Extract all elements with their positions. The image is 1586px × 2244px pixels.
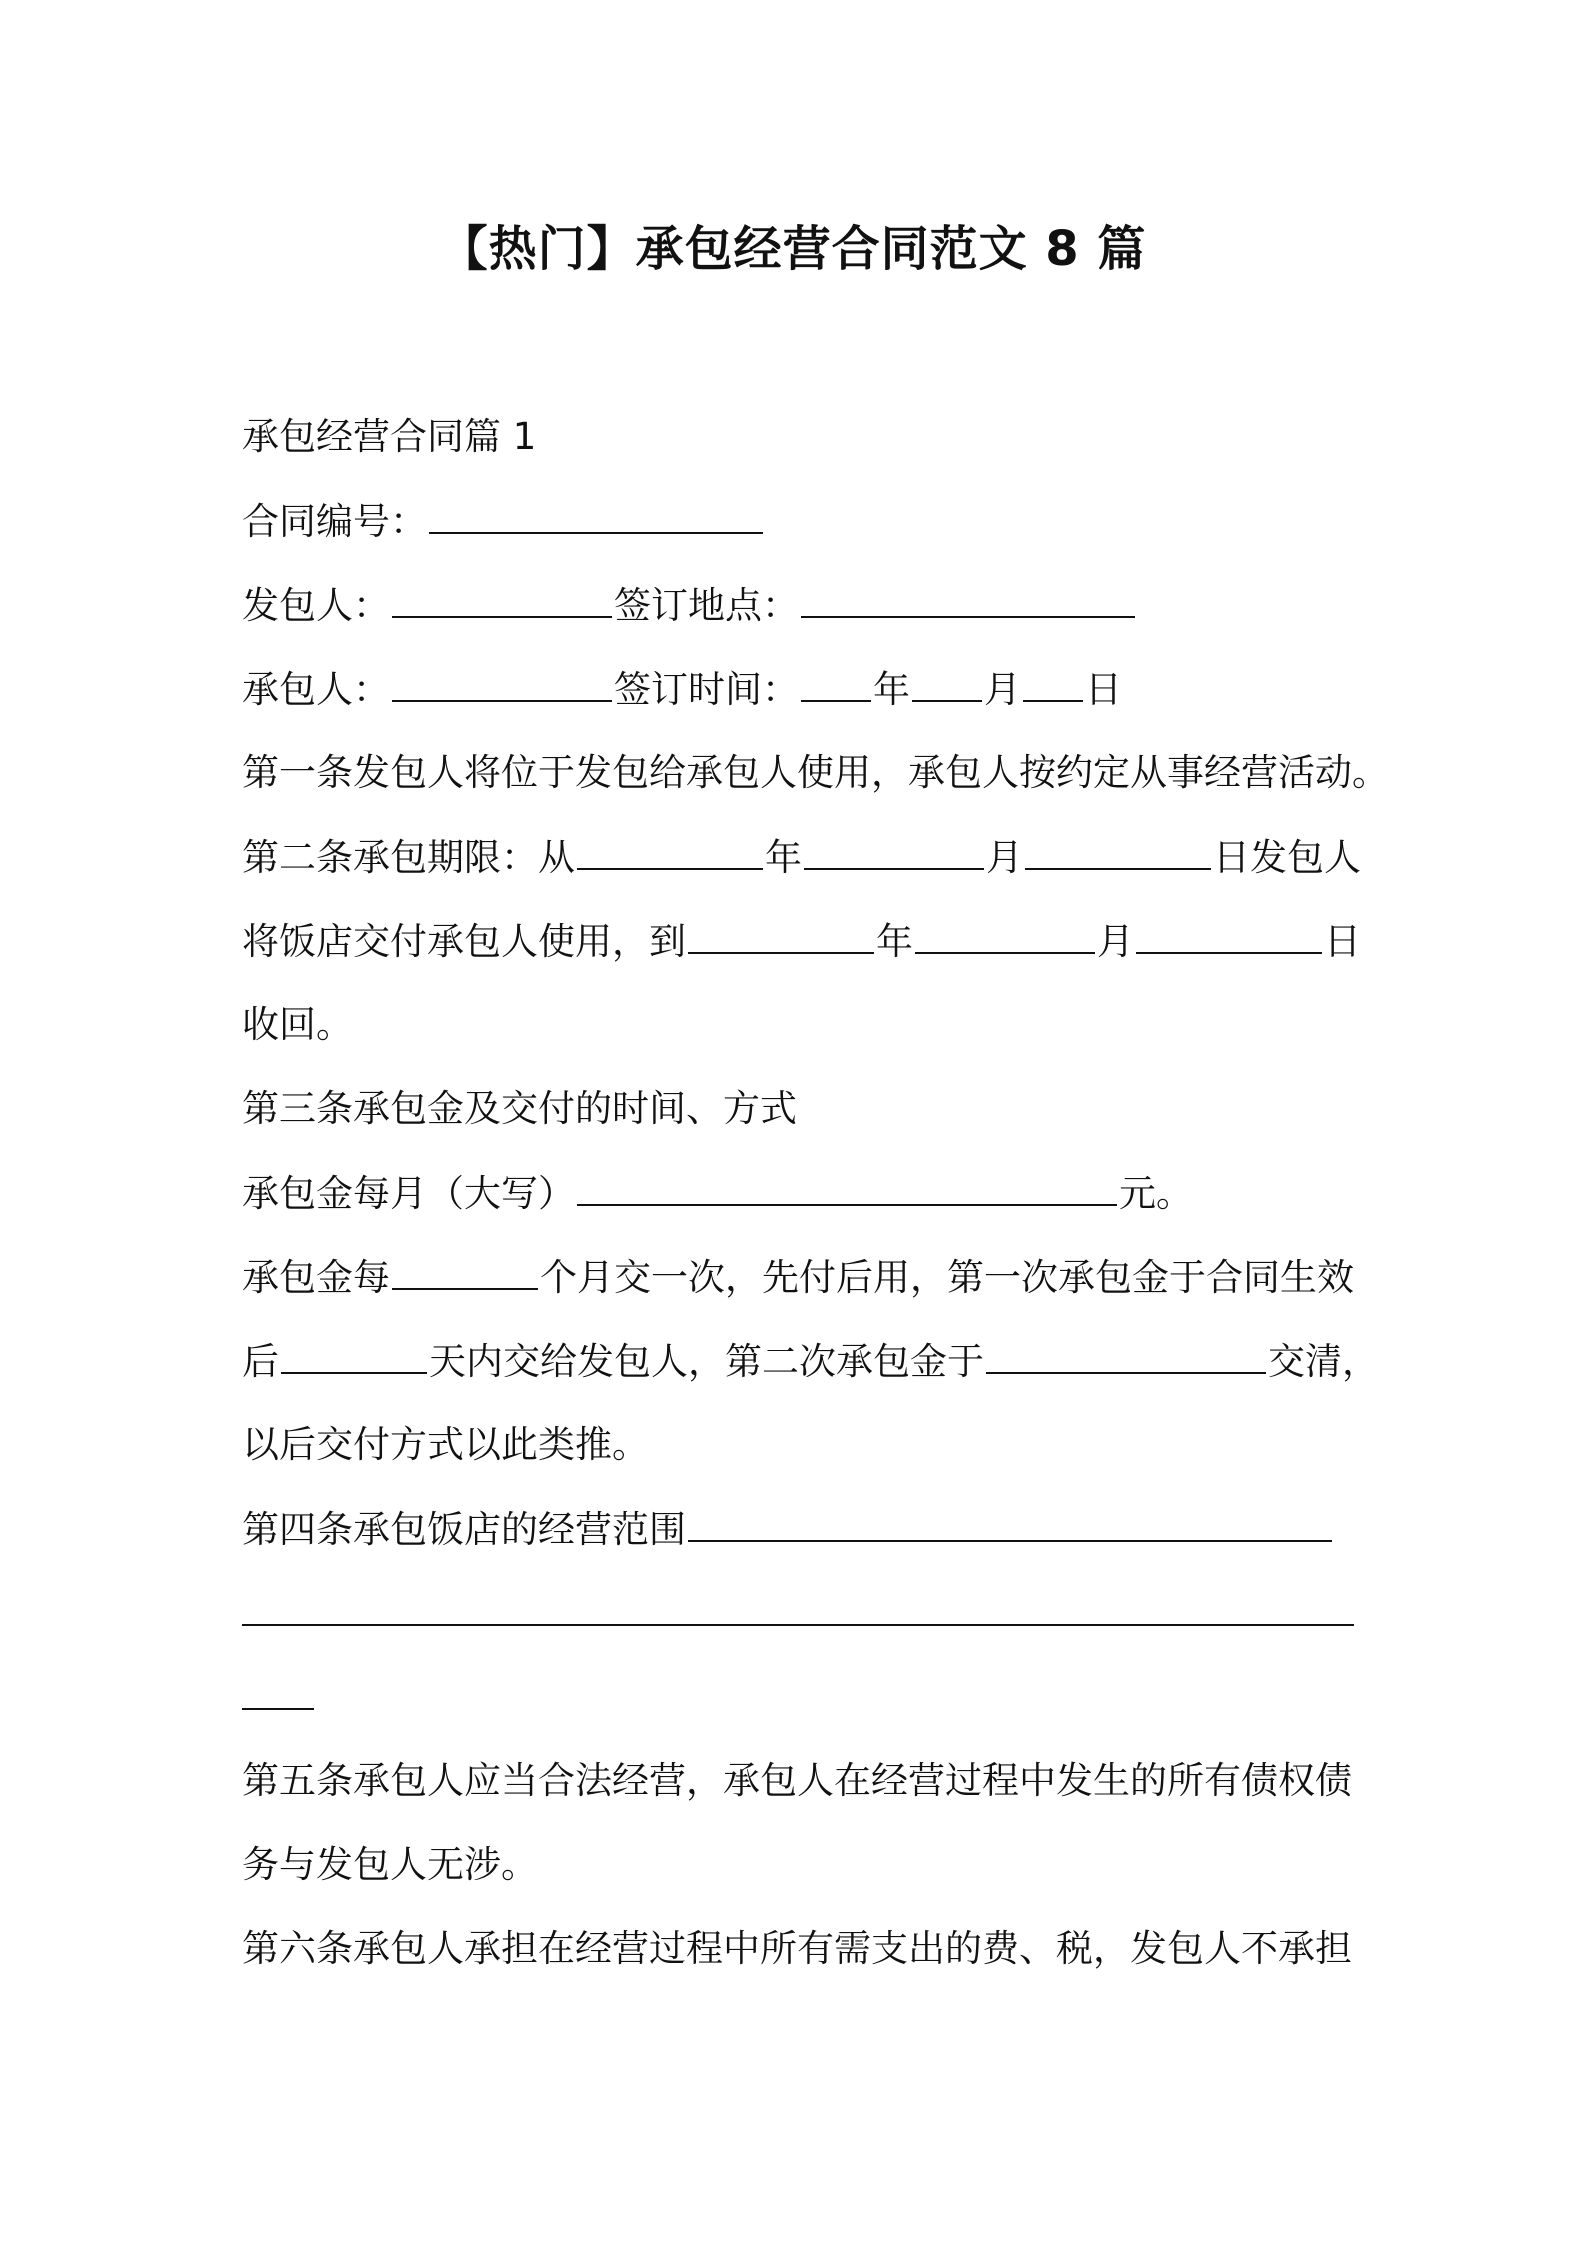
- article-3-payment-line-2: [242, 1336, 1379, 1387]
- article-2-line-2: [242, 916, 1362, 967]
- sign-time-label: 签订时间：: [614, 668, 799, 711]
- year-label: 年: [876, 920, 913, 963]
- article-3-heading: 第三条承包金及交付的时间、方式: [242, 1087, 797, 1130]
- business-scope-blank-3[interactable]: [242, 1672, 314, 1710]
- article-2-line-1: [242, 832, 1362, 883]
- business-scope-blank-1[interactable]: [688, 1504, 1332, 1542]
- article-3-payment-line-1: [242, 1252, 1362, 1303]
- sign-day-blank[interactable]: [1023, 664, 1083, 702]
- article-4-line-2: [242, 1588, 1362, 1639]
- year-label: 年: [873, 668, 910, 711]
- document-title: 【热门】承包经营合同范文 8 篇: [439, 221, 1147, 277]
- after-label: 后: [242, 1340, 279, 1383]
- month-label: 月: [1097, 920, 1134, 963]
- issuer-label: 发包人：: [242, 584, 390, 627]
- contract-number-line: [242, 496, 1362, 547]
- month-label: 月: [984, 668, 1021, 711]
- month-label: 月: [986, 836, 1023, 879]
- year-label: 年: [765, 836, 802, 879]
- payment-every-label: 承包金每: [242, 1256, 390, 1299]
- issuer-line: [242, 580, 1362, 631]
- contract-heading: 承包经营合同篇 1: [242, 415, 537, 458]
- article-2-from-label: 第二条承包期限：从: [242, 836, 575, 879]
- second-payment-date-blank[interactable]: [986, 1336, 1266, 1374]
- article-5-line-1: 第五条承包人应当合法经营，承包人在经营过程中发生的所有债权债: [242, 1759, 1352, 1802]
- article-2-line-3: 收回。: [242, 1003, 353, 1046]
- sign-year-blank[interactable]: [801, 664, 871, 702]
- article-3-monthly-line: [242, 1168, 1362, 1219]
- end-year-blank[interactable]: [688, 916, 874, 954]
- day-label: 日: [1085, 668, 1122, 711]
- article-6-line-1: 第六条承包人承担在经营过程中所有需支出的费、税，发包人不承担: [242, 1927, 1352, 1970]
- issuer-blank[interactable]: [392, 580, 612, 618]
- end-month-blank[interactable]: [915, 916, 1095, 954]
- contract-number-blank[interactable]: [429, 496, 763, 534]
- business-scope-blank-2[interactable]: [242, 1588, 1354, 1626]
- start-year-blank[interactable]: [577, 832, 763, 870]
- payment-every-text: 个月交一次，先付后用，第一次承包金于合同生效: [540, 1256, 1354, 1299]
- first-payment-days-blank[interactable]: [281, 1336, 427, 1374]
- article-3-rest: 以后交付方式以此类推。: [242, 1423, 649, 1466]
- day-label: 日: [1324, 920, 1361, 963]
- article-2-day-issuer: 日发包人: [1213, 836, 1361, 879]
- article-1: 第一条发包人将位于发包给承包人使用，承包人按约定从事经营活动。: [242, 751, 1389, 794]
- end-day-blank[interactable]: [1136, 916, 1322, 954]
- yuan-label: 元。: [1119, 1172, 1193, 1215]
- monthly-amount-blank[interactable]: [577, 1168, 1117, 1206]
- contractor-line: [242, 664, 1362, 715]
- start-day-blank[interactable]: [1025, 832, 1211, 870]
- article-4-label: 第四条承包饭店的经营范围: [242, 1508, 686, 1551]
- settle-text: 交清，: [1268, 1340, 1379, 1383]
- start-month-blank[interactable]: [804, 832, 984, 870]
- after-text: 天内交给发包人，第二次承包金于: [429, 1340, 984, 1383]
- article-5-line-2: 务与发包人无涉。: [242, 1843, 538, 1886]
- contractor-blank[interactable]: [392, 664, 612, 702]
- article-4-line-3: [242, 1672, 1362, 1723]
- article-4-line-1: [242, 1504, 1362, 1555]
- sign-place-blank[interactable]: [801, 580, 1135, 618]
- monthly-amount-label: 承包金每月（大写）: [242, 1172, 575, 1215]
- contract-number-label: 合同编号：: [242, 500, 427, 543]
- payment-interval-blank[interactable]: [392, 1252, 538, 1290]
- article-2-deliver-text: 将饭店交付承包人使用，到: [242, 920, 686, 963]
- sign-place-label: 签订地点：: [614, 584, 799, 627]
- contractor-label: 承包人：: [242, 668, 390, 711]
- sign-month-blank[interactable]: [912, 664, 982, 702]
